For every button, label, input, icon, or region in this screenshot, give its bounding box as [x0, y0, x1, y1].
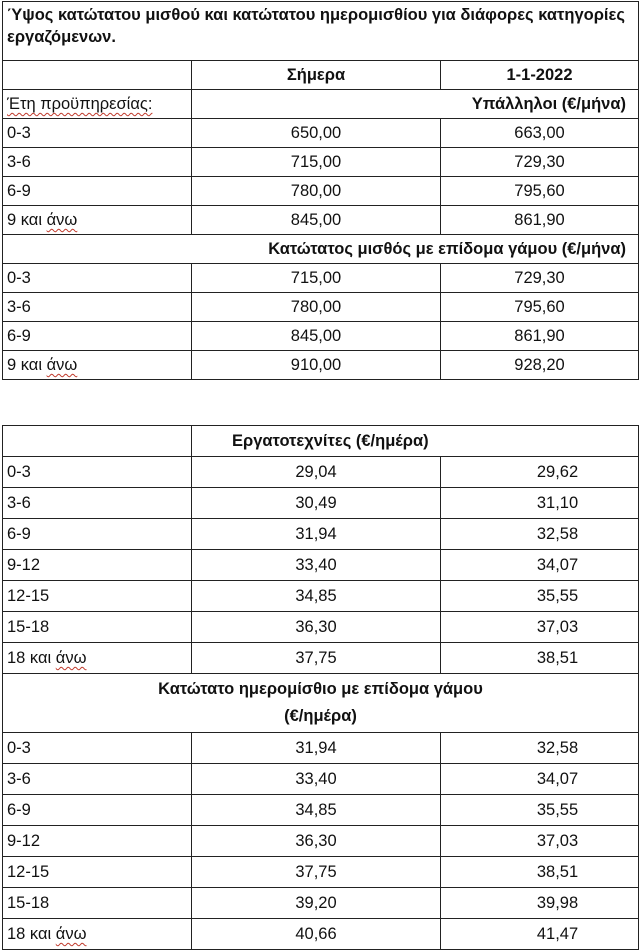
years-cell: 0-3: [3, 119, 192, 148]
salary-table: [2, 1, 639, 380]
table-row: [3, 293, 639, 322]
years-cell: 12-15: [3, 581, 192, 612]
years-cell: 3-6: [3, 764, 192, 795]
future-value-cell: 928,20: [441, 351, 639, 380]
future-value-cell: 795,60: [441, 177, 639, 206]
years-cell: 18 και άνω: [3, 919, 192, 950]
section-heading-marriage-wage: Κατώτατο ημερομίσθιο με επίδομα γάμου (€/ημέρα): [3, 674, 639, 733]
today-value-cell: 780,00: [192, 293, 441, 322]
today-value-cell: 29,04: [192, 457, 441, 488]
years-cell: 0-3: [3, 733, 192, 764]
future-value-cell: 37,03: [441, 826, 639, 857]
table-row: [3, 764, 639, 795]
today-value-cell: 34,85: [192, 795, 441, 826]
today-value-cell: 715,00: [192, 148, 441, 177]
today-value-cell: 845,00: [192, 322, 441, 351]
section-heading-employees: Υπάλληλοι (€/μήνα): [192, 90, 639, 119]
daily-wage-table: [2, 425, 639, 950]
empty-header-cell: [3, 61, 192, 90]
future-value-cell: 38,51: [441, 643, 639, 674]
years-cell: 18 και άνω: [3, 643, 192, 674]
future-value-cell: 41,47: [441, 919, 639, 950]
table-row: [3, 612, 639, 643]
future-value-cell: 861,90: [441, 322, 639, 351]
years-cell: 9 και άνω: [3, 351, 192, 380]
section-heading-marriage-salary: Κατώτατος μισθός με επίδομα γάμου (€/μήνα): [3, 235, 639, 264]
today-value-cell: 780,00: [192, 177, 441, 206]
table-row: [3, 795, 639, 826]
today-value-cell: 33,40: [192, 550, 441, 581]
today-value-cell: 37,75: [192, 857, 441, 888]
years-cell: 6-9: [3, 322, 192, 351]
table-row: [3, 457, 639, 488]
table-row: [3, 206, 639, 235]
table-row: [3, 351, 639, 380]
today-value-cell: 715,00: [192, 264, 441, 293]
years-cell: 12-15: [3, 857, 192, 888]
table-row: [3, 519, 639, 550]
years-cell: 6-9: [3, 795, 192, 826]
years-cell: 6-9: [3, 177, 192, 206]
future-value-cell: 29,62: [441, 457, 639, 488]
future-value-cell: 34,07: [441, 764, 639, 795]
today-value-cell: 40,66: [192, 919, 441, 950]
today-value-cell: 39,20: [192, 888, 441, 919]
section-header-row: [3, 426, 639, 457]
table-row: [3, 857, 639, 888]
years-cell: 9 και άνω: [3, 206, 192, 235]
today-value-cell: 34,85: [192, 581, 441, 612]
future-value-cell: 663,00: [441, 119, 639, 148]
future-value-cell: 35,55: [441, 795, 639, 826]
today-value-cell: 30,49: [192, 488, 441, 519]
years-cell: 0-3: [3, 457, 192, 488]
future-value-cell: 35,55: [441, 581, 639, 612]
years-cell: 3-6: [3, 488, 192, 519]
table-title: Ύψος κατώτατου μισθού και κατώτατου ημερομισθίου για διάφορες κατηγορίες εργαζόμενων.: [3, 2, 639, 61]
table-row: [3, 826, 639, 857]
future-value-cell: 729,30: [441, 148, 639, 177]
future-value-cell: 38,51: [441, 857, 639, 888]
table-row: [3, 488, 639, 519]
today-value-cell: 37,75: [192, 643, 441, 674]
today-value-cell: 31,94: [192, 733, 441, 764]
future-value-cell: 32,58: [441, 519, 639, 550]
column-header-today: Σήμερα: [192, 61, 441, 90]
column-header-row: [3, 61, 639, 90]
today-value-cell: 36,30: [192, 826, 441, 857]
future-value-cell: 39,98: [441, 888, 639, 919]
table-row: [3, 888, 639, 919]
today-value-cell: 33,40: [192, 764, 441, 795]
title-row: [3, 2, 639, 61]
today-value-cell: 36,30: [192, 612, 441, 643]
future-value-cell: 31,10: [441, 488, 639, 519]
table-row: [3, 148, 639, 177]
future-value-cell: 729,30: [441, 264, 639, 293]
table-row: [3, 581, 639, 612]
future-value-cell: 34,07: [441, 550, 639, 581]
years-label: Έτη προϋπηρεσίας:: [3, 90, 192, 119]
column-header-date: 1-1-2022: [441, 61, 639, 90]
years-cell: 9-12: [3, 550, 192, 581]
table-row: [3, 322, 639, 351]
table-row: [3, 550, 639, 581]
section-heading-workers: Εργατοτεχνίτες (€/ημέρα): [192, 426, 639, 457]
future-value-cell: 37,03: [441, 612, 639, 643]
table-row: [3, 119, 639, 148]
future-value-cell: 32,58: [441, 733, 639, 764]
today-value-cell: 910,00: [192, 351, 441, 380]
future-value-cell: 861,90: [441, 206, 639, 235]
empty-header-cell: [3, 426, 192, 457]
years-cell: 0-3: [3, 264, 192, 293]
table-row: [3, 919, 639, 950]
years-cell: 15-18: [3, 888, 192, 919]
today-value-cell: 31,94: [192, 519, 441, 550]
years-cell: 6-9: [3, 519, 192, 550]
today-value-cell: 845,00: [192, 206, 441, 235]
table-row: [3, 733, 639, 764]
future-value-cell: 795,60: [441, 293, 639, 322]
section-header-row: [3, 90, 639, 119]
years-cell: 3-6: [3, 148, 192, 177]
section-header-row: [3, 235, 639, 264]
table-row: [3, 264, 639, 293]
section-header-row: [3, 674, 639, 733]
table-row: [3, 643, 639, 674]
table-row: [3, 177, 639, 206]
years-cell: 3-6: [3, 293, 192, 322]
years-cell: 15-18: [3, 612, 192, 643]
years-cell: 9-12: [3, 826, 192, 857]
today-value-cell: 650,00: [192, 119, 441, 148]
